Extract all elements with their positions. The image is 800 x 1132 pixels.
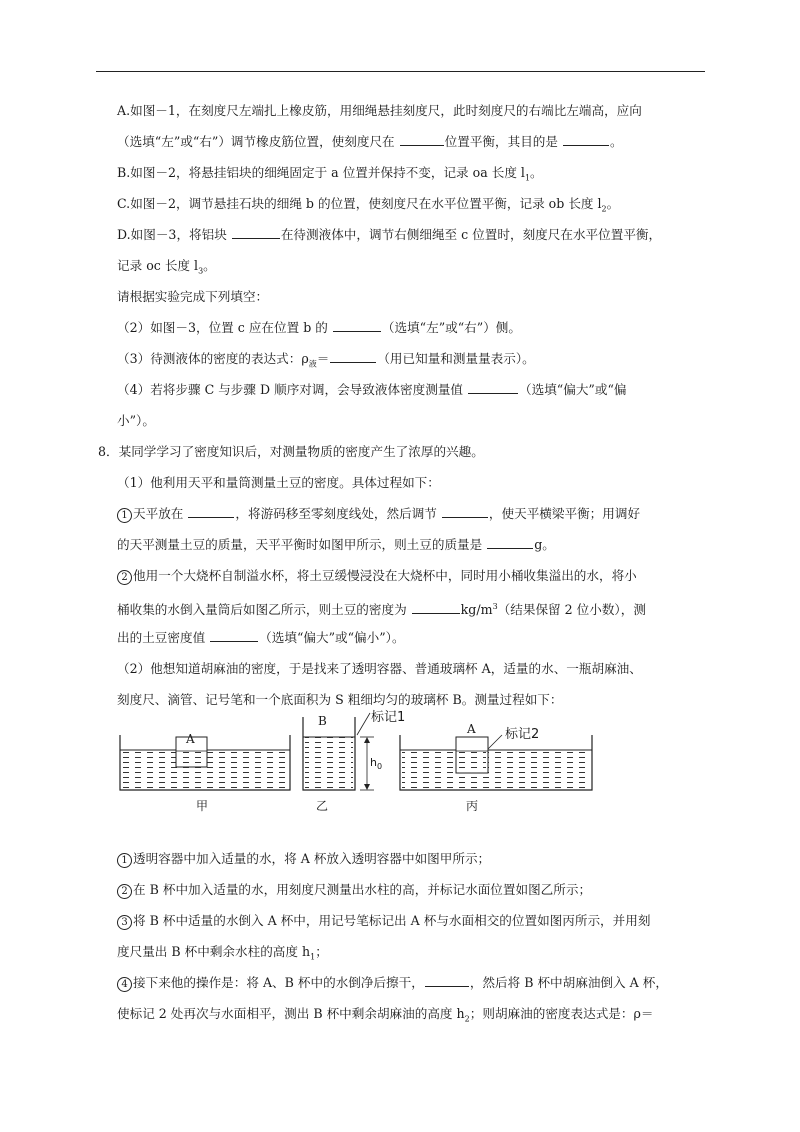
text-line [117,599,646,618]
text-run: B.如图－2，将悬挂铝块的细绳固定于 a 位置并保持不变，记录 oa 长度 l [117,165,525,180]
text-run: g。 [534,537,555,552]
figure-yi [303,713,374,790]
figure-jia-cup-label: A [186,732,195,746]
text-run: （结果保留 2 位小数），测 [497,602,646,618]
text-run: ；则胡麻油的密度表达式是：ρ＝ [469,1006,654,1021]
text-line [117,944,328,966]
figure-bing-cup-label: A [467,722,476,736]
text-run: 他用一个大烧杯自制溢水杯，将土豆缓慢浸没在大烧杯中，同时用小桶收集溢出的水，将小 [133,568,637,583]
text-run: ，然后将 B 杯中胡麻油倒入 A 杯， [469,975,668,990]
text-run: 8．某同学学习了密度知识后，对测量物质的密度产生了浓厚的兴趣。 [98,444,484,459]
subscript: 液 [308,359,317,369]
figure-jia-caption: 甲 [196,799,209,813]
text-run: 。 [610,134,623,149]
superscript: 3 [492,602,498,611]
answer-blank [487,537,533,549]
text-line [117,103,642,119]
text-line [117,661,642,677]
text-line [117,1006,653,1028]
text-run: C.如图－2，调节悬挂石块的细绳 b 的位置，使刻度尺在水平位置平衡，记录 ob 长度 l [117,196,602,211]
text-line [117,382,627,398]
text-run: 位置平衡，其目的是 [444,134,562,149]
text-run: （选填“左”或“右”）调节橡皮筋位置，使刻度尺在 [117,134,399,149]
text-run: A.如图－1，在刻度尺左端扎上橡皮筋，用细绳悬挂刻度尺，此时刻度尺的右端比左端高，应向 [117,103,642,118]
text-line [117,289,268,305]
text-line [117,165,543,187]
text-line [117,882,591,899]
text-run: 小”）。 [117,413,155,428]
text-line [117,196,619,218]
text-run: （选填“左”或“右”）侧。 [381,320,521,335]
answer-blank [400,134,444,146]
subscript: 1 [524,173,531,183]
text-line [117,913,650,930]
text-line [117,134,623,150]
text-line [117,568,637,585]
text-run: 请根据实验完成下列填空： [117,289,269,304]
answer-blank [412,602,460,614]
text-run: 透明容器中加入适量的水，将 A 杯放入透明容器中如图甲所示； [133,851,491,866]
answer-blank [210,630,258,642]
experiment-figures [110,705,610,815]
figure-bing-mark-label: 标记2 [505,727,540,742]
text-run: （选填“偏大”或“偏 [519,382,627,397]
text-run: ，使天平横梁平衡；用调好 [488,506,641,521]
text-line [117,975,668,992]
text-line [117,227,661,243]
text-run: （4）若将步骤 C 与步骤 D 顺序对调，会导致液体密度测量值 [117,382,468,397]
text-run: （选填“偏大”或“偏小”）。 [259,630,405,645]
text-run: （3）待测液体的密度的表达式：ρ [117,351,309,366]
figure-yi-mark-label: 标记1 [371,710,406,725]
text-run: （2）他想知道胡麻油的密度，于是找来了透明容器、普通玻璃杯 A，适量的水、一瓶胡麻油、 [117,661,642,676]
text-run: 。 [606,196,620,211]
text-run: 。 [203,258,216,273]
answer-blank [188,506,234,518]
text-run: 。 [530,165,543,180]
circled-number: 4 [117,977,132,992]
text-line [117,851,490,868]
text-run: 天平放在 [133,506,188,521]
text-run: 度尺量出 B 杯中剩余水柱的高度 h [117,944,311,959]
answer-blank [563,134,609,146]
text-line [117,351,535,373]
answer-blank [425,975,469,987]
text-run: ＝ [316,351,330,366]
text-run: （1）他利用天平和量筒测量土豆的密度。具体过程如下： [117,475,440,490]
text-line [117,258,216,280]
text-run: （2）如图－3，位置 c 应在位置 b 的 [117,320,332,335]
text-line [117,630,405,646]
subscript: 1 [310,952,316,962]
text-line [117,413,155,429]
answer-blank [232,227,280,239]
figure-yi-cup-label: B [318,714,327,728]
answer-blank [468,382,518,394]
text-line [98,444,484,460]
text-run: 使标记 2 处再次与水面相平，测出 B 杯中剩余胡麻油的高度 h [117,1006,465,1021]
subscript: 3 [198,266,204,276]
text-line [117,320,521,336]
answer-blank [333,320,381,332]
circled-number: 2 [117,570,132,585]
figure-yi-height-label: $h_0$ [370,756,383,772]
text-run: 将 B 杯中适量的水倒入 A 杯中，用记号笔标记出 A 杯与水面相交的位置如图丙所示，并用刻 [133,913,651,928]
text-run: 桶收集的水倒入量筒后如图乙所示，则土豆的密度为 [117,602,411,618]
subscript: 2 [464,1014,470,1024]
text-run: 出的土豆密度值 [117,630,210,645]
circled-number: 1 [117,508,132,523]
text-run: ； [315,944,328,959]
text-run: 刻度尺、滴管、记号笔和一个底面积为 S 粗细均匀的玻璃杯 B。测量过程如下： [117,692,563,707]
text-run: D.如图－3，将铝块 [117,227,231,242]
figure-jia [120,735,290,790]
text-run: kg/m [460,602,493,618]
text-line [117,506,640,523]
text-run: 在 B 杯中加入适量的水，用刻度尺测量出水柱的高，并标记水面位置如图乙所示； [133,882,592,897]
text-run: ，将游码移至零刻度线处，然后调节 [235,506,441,521]
text-run: （用已知量和测量量表示）。 [377,351,535,366]
text-run: 的天平测量土豆的质量，天平平衡时如图甲所示，则土豆的质量是 [117,537,487,552]
circled-number: 1 [117,853,132,868]
text-run: 在待测液体中，调节右侧细绳至 c 位置时，刻度尺在水平位置平衡， [280,227,662,242]
circled-number: 3 [117,915,132,930]
text-line [117,475,440,491]
text-run: 接下来他的操作是：将 A、B 杯中的水倒净后擦干， [133,975,424,990]
figure-bing [400,735,592,790]
answer-blank [330,351,376,363]
figure-bing-caption: 丙 [466,799,479,813]
text-line [117,537,555,553]
circled-number: 2 [117,884,132,899]
subscript: 2 [601,204,607,214]
figure-yi-caption: 乙 [316,799,329,813]
answer-blank [442,506,488,518]
text-run: 记录 oc 长度 l [117,258,199,273]
header-rule [96,71,705,72]
